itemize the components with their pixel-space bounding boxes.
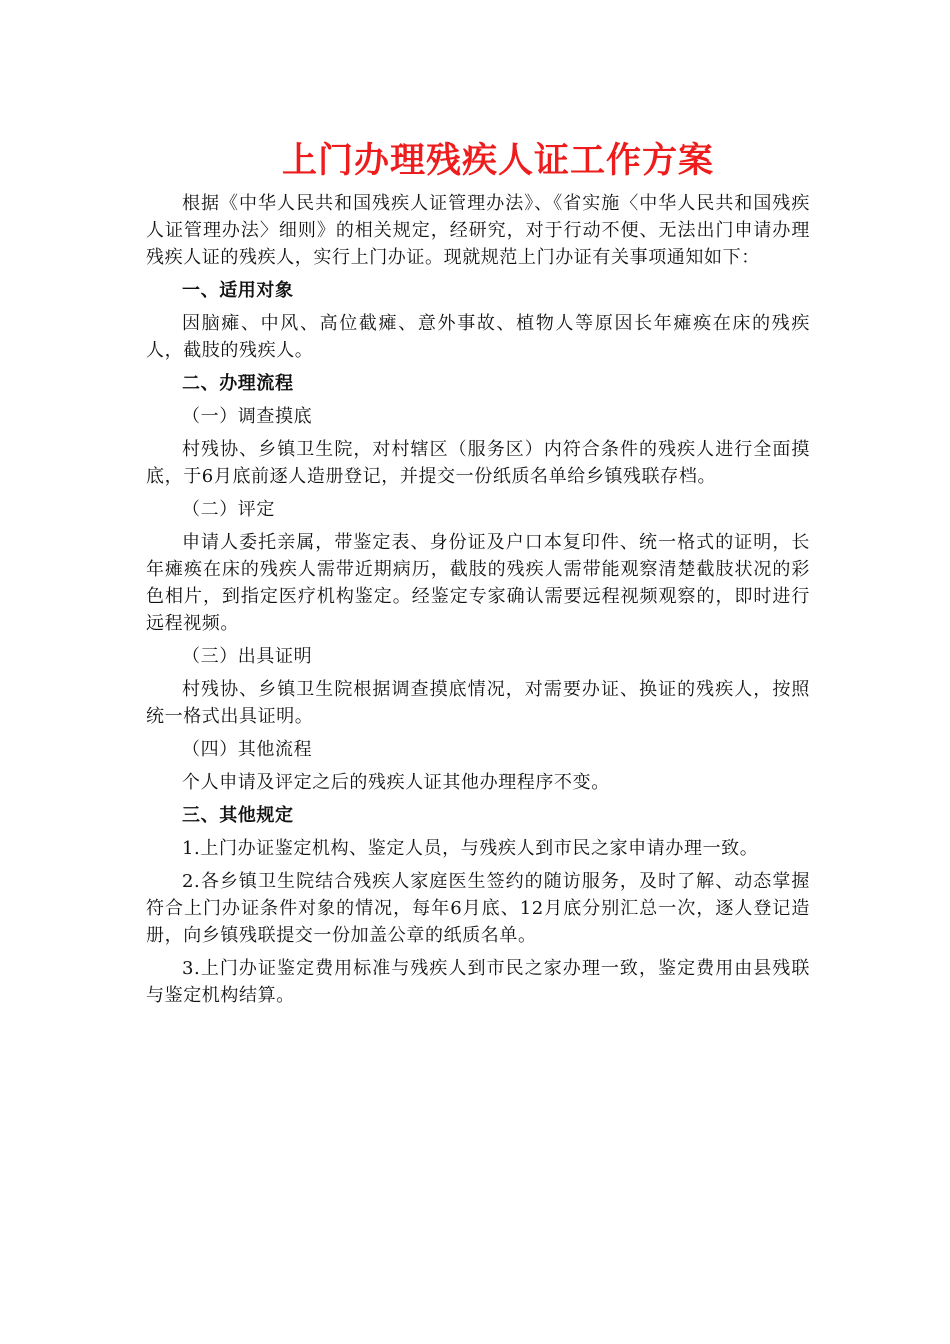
step-text-other: 个人申请及评定之后的残疾人证其他办理程序不变。: [182, 772, 610, 793]
rule-item: 2.各乡镇卫生院结合残疾人家庭医生签约的随访服务，及时了解、动态掌握符合上门办证条件对象的情况，每年6月底、12月底分别汇总一次，逐人登记造册，向乡镇残联提交一份加盖公章的纸质名单。: [146, 871, 810, 946]
section-heading-other-rules: 三、其他规定: [182, 805, 294, 826]
step-heading-other: （四）其他流程: [182, 739, 313, 760]
scope-paragraph: 因脑瘫、中风、高位截瘫、意外事故、植物人等原因长年瘫痪在床的残疾人，截肢的残疾人。: [146, 313, 810, 361]
intro-paragraph: 根据《中华人民共和国残疾人证管理办法》、《省实施〈中华人民共和国残疾人证管理办法〉细则》的相关规定，经研究，对于行动不便、无法出门申请办理残疾人证的残疾人，实行上门办证。现就规范上门办证有关事项通知如下：: [146, 193, 810, 268]
step-text-survey: 村残协、乡镇卫生院，对村辖区（服务区）内符合条件的残疾人进行全面摸底，于6月底前逐人造册登记，并提交一份纸质名单给乡镇残联存档。: [146, 439, 810, 487]
step-heading-assessment: （二）评定: [182, 499, 275, 520]
rule-item: 3.上门办证鉴定费用标准与残疾人到市民之家办理一致，鉴定费用由县残联与鉴定机构结算。: [146, 958, 810, 1006]
step-text-certificate: 村残协、乡镇卫生院根据调查摸底情况，对需要办证、换证的残疾人，按照统一格式出具证明。: [146, 679, 810, 727]
step-heading-certificate: （三）出具证明: [182, 646, 313, 667]
step-text-assessment: 申请人委托亲属，带鉴定表、身份证及户口本复印件、统一格式的证明，长年瘫痪在床的残疾人需带近期病历，截肢的残疾人需带能观察清楚截肢状况的彩色相片，到指定医疗机构鉴定。经鉴定专家确认需要远程视频观察的，即时进行远程视频。: [146, 532, 810, 634]
step-heading-survey: （一）调查摸底: [182, 406, 313, 427]
rule-item: 1.上门办证鉴定机构、鉴定人员，与残疾人到市民之家申请办理一致。: [182, 838, 759, 859]
section-heading-scope: 一、适用对象: [182, 280, 294, 301]
section-heading-process: 二、办理流程: [182, 373, 294, 394]
document-title: 上门办理残疾人证工作方案: [281, 140, 714, 181]
document-page: [146, 136, 810, 1015]
